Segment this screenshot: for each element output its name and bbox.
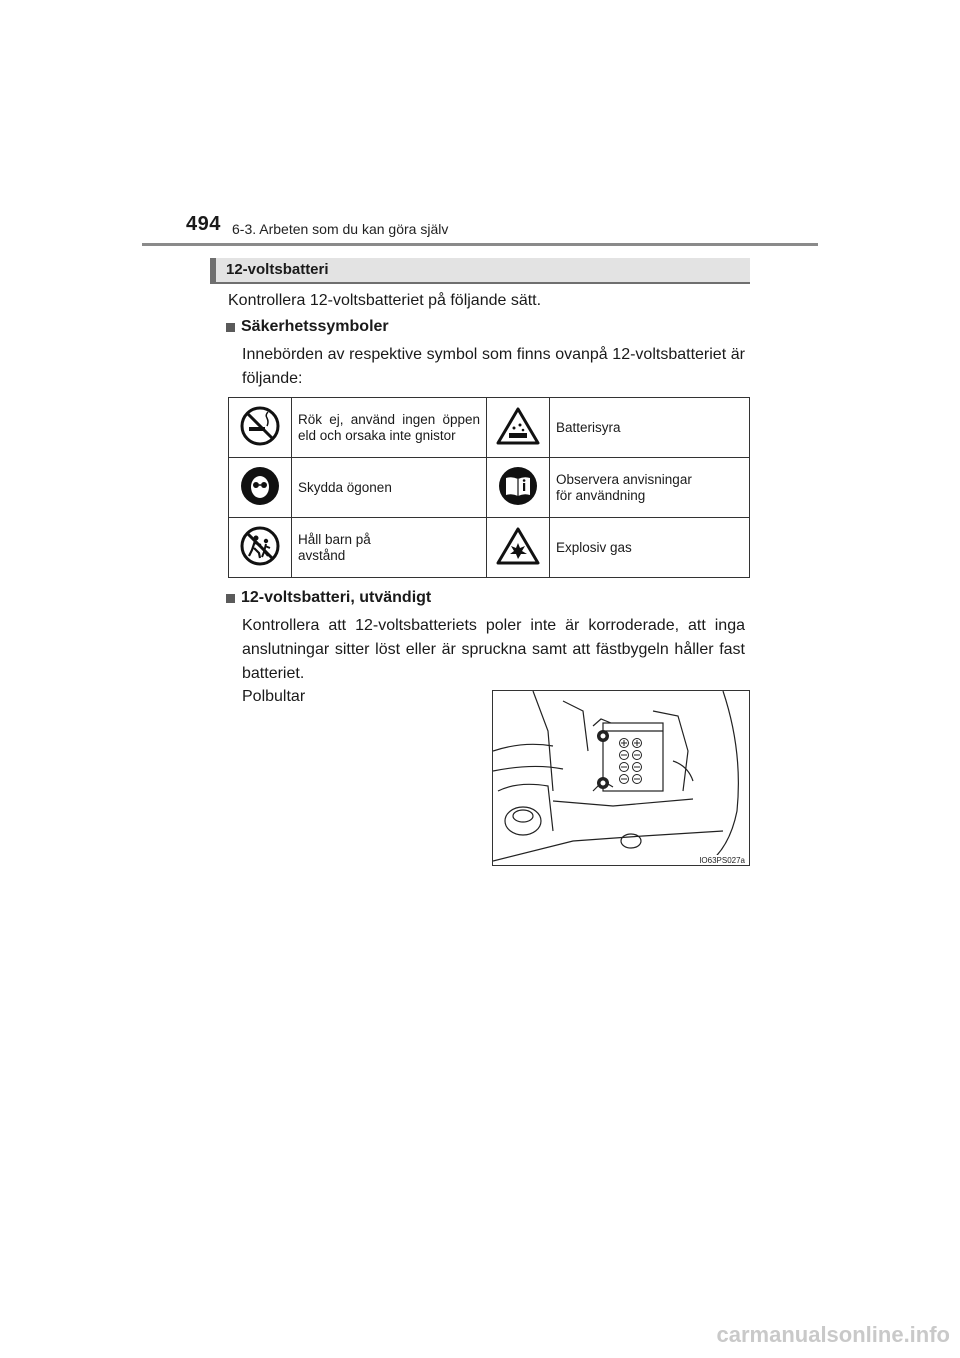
no-smoking-icon: [240, 406, 280, 446]
battery-acid-icon: [496, 406, 540, 446]
bullet-square-icon: [226, 594, 235, 603]
symbol-text: Explosiv gas: [556, 539, 632, 555]
symbol-cell: [487, 518, 550, 578]
symbol-text-cell: [292, 518, 487, 578]
header-divider: [142, 243, 818, 246]
symbol-cell: [487, 458, 550, 518]
terminal-label: Polbultar: [242, 688, 306, 705]
symbol-text-cell: [292, 398, 487, 458]
safety-heading: [226, 318, 389, 336]
bullet-square-icon: [226, 323, 235, 332]
table-row: [229, 518, 750, 578]
keep-children-away-icon: [240, 526, 280, 566]
symbol-text-cell: [292, 458, 487, 518]
exterior-heading-label: 12-voltsbatteri, utvändigt: [241, 589, 432, 606]
symbol-text: Batterisyra: [556, 419, 621, 435]
symbol-text-cell: [550, 518, 750, 578]
symbol-text: Håll barn på avstånd: [298, 531, 371, 563]
watermark: carmanualsonline.info: [716, 1322, 950, 1347]
symbol-cell: [229, 518, 292, 578]
safety-text: Innebörden av respektive symbol som finns ovanpå 12-voltsbatteriet är följande:: [242, 346, 745, 387]
symbol-cell: [229, 458, 292, 518]
eye-protection-icon: [240, 466, 280, 506]
explosive-gas-icon: [496, 526, 540, 566]
engine-bay-drawing: [493, 691, 750, 866]
symbol-cell: [229, 398, 292, 458]
exterior-heading: [226, 589, 431, 607]
table-row: [229, 398, 750, 458]
image-code: IO63PS027a: [699, 856, 745, 865]
section-title: 12-voltsbatteri: [210, 258, 750, 284]
intro-text: Kontrollera 12-voltsbatteriet på följande sätt.: [228, 292, 542, 309]
symbol-text: Skydda ögonen: [298, 479, 392, 495]
table-row: [229, 458, 750, 518]
symbol-text-cell: [550, 458, 750, 518]
symbol-text: Rök ej, använd ingen öppen eld och orsaka inte gnistor: [298, 411, 480, 443]
symbol-cell: [487, 398, 550, 458]
read-manual-icon: [498, 466, 538, 506]
safety-symbols-table: [228, 397, 750, 578]
safety-heading-label: Säkerhetssymboler: [241, 318, 389, 335]
exterior-text: Kontrollera att 12-voltsbatteriets poler inte är korroderade, att inga anslutningar sitter löst eller är spruckna samt att fästbygeln håller fast batteriet.: [242, 617, 745, 682]
symbol-text: Observera anvisningar för användning: [556, 471, 692, 503]
chapter-title: 6-3. Arbeten som du kan göra själv: [232, 221, 449, 237]
page-number: 494: [186, 213, 221, 235]
battery-illustration: [492, 690, 750, 866]
symbol-text-cell: [550, 398, 750, 458]
